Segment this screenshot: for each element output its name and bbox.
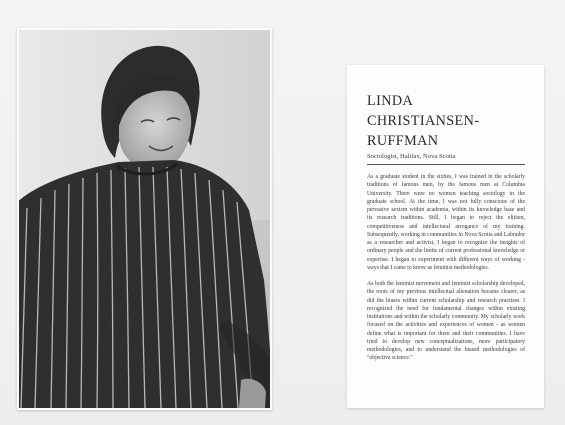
bio-paragraph-1: As a graduate student in the sixties, I was trained in the scholarly traditions of famous men, by the famous men at Columbia University. There were no women teaching sociology in the graduate school. At the time, I was not fully conscious of the pervasive sexism within academia, within its knowledge base and its research traditions. Still, I began to reject the elitism, competitiveness and intellectural arrogance of my training. Subsequently, working in communities in Nova Scotia and Labrador as a researcher and activist, I began to recognize the insights of ordinary people and the limits of current professional knowledge or expertise. I began to experiment with different ways of working - ways that I came to know as feminist methodologies.: [367, 174, 525, 271]
biography-card: [347, 65, 544, 408]
title-divider: [367, 164, 525, 165]
photograph-mount: [17, 28, 272, 410]
portrait-photograph: [19, 30, 270, 408]
subject-name: LINDA CHRISTIANSEN-RUFFMAN: [367, 93, 480, 149]
subject-subtitle: Sociologist, Halifax, Nova Scotia: [367, 153, 456, 160]
bio-paragraph-2: As both the feminist movement and feminist scholarship developed, the roots of my previous intellectual alienation became clearer, as did the biases within current scholarship and research practises. I recognized the need for fundamental changes within existing institutions and within the scholarly community. My scholarly work focused on the activities and experiences of women - as women define what is important for them and their communities. I have tried to develop new conceptualizations, more participatory methodologies, and to understand the biased methodologies of "objective science.": [367, 281, 525, 362]
